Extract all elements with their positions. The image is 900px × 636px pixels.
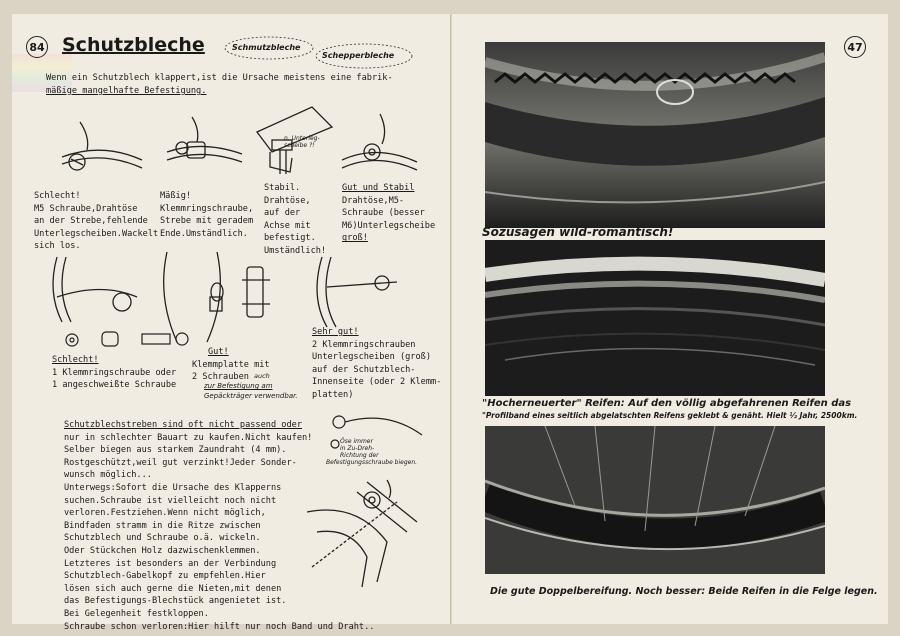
rating-1-line: sich los. (34, 241, 81, 252)
intro-line-1: Wenn ein Schutzblech klappert,ist die Ursache meistens eine fabrik- (46, 73, 393, 83)
rating-block-1 (34, 190, 158, 253)
body-line: Rostgeschützt,weil gut verzinkt!Jeder Sonder- (64, 457, 297, 468)
body-line: nur in schlechter Bauart zu kaufen.Nicht kaufen! (64, 432, 313, 443)
rating-4-line: groß! (342, 233, 368, 244)
rating-2-line: Strebe mit geradem (160, 216, 254, 227)
rating-2-head: Mäßig! (160, 191, 192, 201)
left-page (12, 14, 451, 632)
rating-2-line: Klemmringschraube, (160, 203, 254, 214)
rating-3-line: befestigt. (264, 233, 316, 244)
rating-block-3 (264, 182, 326, 258)
rating-6-head: Gut! (208, 347, 229, 357)
body-line: lösen sich auch gerne die Nieten,mit denen (64, 583, 282, 594)
rating-block-4 (342, 182, 435, 245)
body-line: Schutzblechstreben sind oft nicht passend oder (64, 420, 302, 430)
eyelet-note-line: Befestigungsschraube biegen. (326, 459, 418, 466)
intro-line-2: mäßige mangelhafte Befestigung. (46, 86, 207, 96)
rating-block-2 (160, 190, 253, 240)
mudguard-mount-sketches-row1 (42, 102, 422, 194)
rating-6-note: zur Befestigung am (204, 382, 273, 390)
body-line: Schutzblech-Gabelkopf zu empfehlen.Hier (64, 571, 266, 582)
page-number-left: 84 (26, 36, 48, 58)
rating-4-line: Drahtöse,M5- (342, 195, 405, 206)
rating-5-line: 1 Klemmringschraube oder (52, 367, 177, 378)
rating-3-line: Umständlich! (264, 245, 327, 256)
rating-7-line: Innenseite (oder 2 Klemm- (312, 377, 442, 388)
rating-6-line: 2 Schrauben (192, 372, 249, 383)
rating-3-line: Achse mit (264, 220, 311, 231)
rating-3-line: Stabil. (264, 183, 301, 193)
rating-3-line: Drahtöse, (264, 195, 311, 206)
photo-wild-romantic-tire (485, 42, 825, 228)
rating-5-line: 1 angeschweißte Schraube (52, 380, 177, 391)
body-line: Unterwegs:Sofort die Ursache des Klapperns (64, 482, 282, 493)
body-line: Schutzblech und Schraube o.ä. wickeln. (64, 533, 261, 544)
body-line: Letzteres ist besonders an der Verbindung (64, 558, 277, 569)
rating-1-line: M5 Schraube,Drahtöse (34, 203, 138, 214)
rating-7-line: auf der Schutzblech- (312, 364, 416, 375)
rating-2-line: Ende.Umständlich. (160, 228, 248, 239)
rating-4-line: Schraube (besser (342, 208, 425, 219)
photo-retreaded-tire (485, 240, 825, 396)
body-line: Bei Gelegenheit festkloppen. (64, 608, 209, 619)
washer-note: n. Unterleg- scheibe ?! (284, 135, 320, 149)
body-line: Bindfaden stramm in die Ritze zwischen (64, 520, 261, 531)
body-line: Selber biegen aus starkem Zaundraht (4 mm). (64, 445, 287, 456)
eyelet-note-line: in Zu-Dreh- (340, 445, 375, 452)
caption-1: Sozusagen wild-romantisch! (482, 225, 674, 239)
rating-block-5 (52, 354, 176, 392)
rating-7-line: 2 Klemmringschrauben (312, 339, 416, 350)
page-number-right: 47 (844, 36, 866, 58)
body-line: wunsch möglich... (64, 470, 152, 481)
rating-6-note: auch (254, 372, 270, 380)
right-page (452, 14, 888, 624)
rating-7-head: Sehr gut! (312, 327, 359, 337)
rating-7-line: Unterlegscheiben (groß) (312, 352, 431, 363)
body-line: Schraube schon verloren:Hier hilft nur noch Band und Draht.. (64, 621, 375, 632)
rating-1-line: an der Strebe,fehlende (34, 216, 148, 227)
body-line: Oder Stückchen Holz dazwischenklemmen. (64, 545, 261, 556)
rating-block-7 (312, 326, 441, 402)
rating-5-head: Schlecht! (52, 355, 99, 365)
caption-3: Die gute Doppelbereifung. Noch besser: Beide Reifen in die Felge legen. (490, 586, 878, 597)
rating-3-line: auf der (264, 208, 301, 219)
rating-4-head: Gut und Stabil (342, 183, 415, 193)
cloud-label-2: Schepperbleche (322, 51, 395, 60)
rating-7-line: platten) (312, 389, 354, 400)
rating-6-line: Klemmplatte mit (192, 359, 270, 370)
page-title: Schutzbleche (62, 34, 205, 56)
caption-2-line-1: "Hocherneuerter" Reifen: Auf den völlig abgefahrenen Reifen das (482, 398, 852, 409)
photo-double-tire (485, 426, 825, 574)
rating-4-line: M6)Unterlegscheibe (342, 220, 436, 231)
rating-6-note: Gepäckträger verwendbar. (204, 392, 298, 400)
rating-1-line: Unterlegscheiben.Wackelt (34, 228, 159, 239)
body-line: das Befestigungs-Blechstück angenietet ist. (64, 596, 287, 607)
body-text (64, 419, 374, 633)
body-line: suchen.Schraube ist vielleicht noch nicht (64, 495, 277, 506)
caption-2-line-2: "Profilband eines seitlich abgelatschten Reifens geklebt & genäht. Hielt ½ Jahr, 2500km. (482, 411, 858, 420)
eyelet-note-line: Öse immer (340, 438, 373, 445)
cloud-label-1: Schmutzbleche (232, 43, 301, 52)
rating-1-head: Schlecht! (34, 191, 81, 201)
body-line: verloren.Festziehen.Wenn nicht möglich, (64, 508, 266, 519)
eyelet-note-line: Richtung der (340, 452, 379, 459)
